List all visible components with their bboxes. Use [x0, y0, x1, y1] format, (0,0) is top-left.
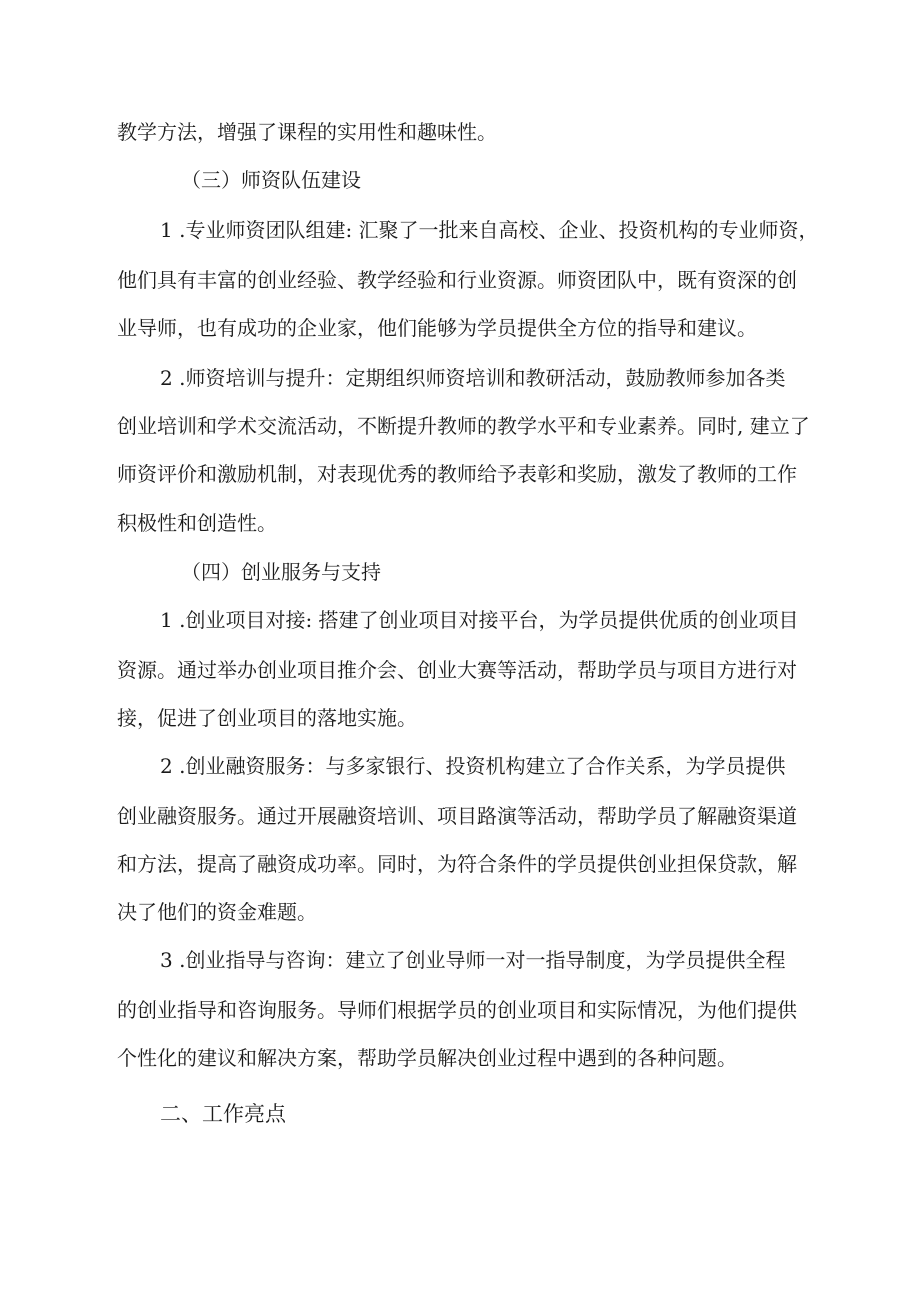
section-heading-four: （四）创业服务与支持 — [181, 560, 381, 584]
paragraph-line: 个性化的建议和解决方案，帮助学员解决创业过程中遇到的各种问题。 — [117, 1046, 737, 1070]
section-heading-three: （三）师资队伍建设 — [181, 168, 361, 192]
paragraph-line: 接，促进了创业项目的落地实施。 — [117, 706, 417, 730]
paragraph-line: 2 .创业融资服务：与多家银行、投资机构建立了合作关系，为学员提供 — [160, 754, 786, 778]
paragraph-line: 教学方法，增强了课程的实用性和趣味性。 — [117, 120, 497, 144]
paragraph-line: 决了他们的资金难题。 — [117, 900, 317, 924]
paragraph-line: 和方法，提高了融资成功率。同时，为符合条件的学员提供创业担保贷款，解 — [117, 852, 797, 876]
paragraph-line: 1 .创业项目对接: 搭建了创业项目对接平台，为学员提供优质的创业项目 — [160, 608, 799, 632]
paragraph-line: 积极性和创造性。 — [117, 511, 277, 535]
paragraph-line: 业导师，也有成功的企业家，他们能够为学员提供全方位的指导和建议。 — [117, 316, 757, 340]
paragraph-line: 创业融资服务。通过开展融资培训、项目路演等活动，帮助学员了解融资渠道 — [117, 804, 797, 828]
paragraph-line: 师资评价和激励机制，对表现优秀的教师给予表彰和奖励，激发了教师的工作 — [117, 462, 797, 486]
paragraph-line: 的创业指导和咨询服务。导师们根据学员的创业项目和实际情况，为他们提供 — [117, 998, 797, 1022]
paragraph-line: 1 .专业师资团队组建: 汇聚了一批来自高校、企业、投资机构的专业师资， — [160, 218, 819, 242]
paragraph-line: 3 .创业指导与咨询：建立了创业导师一对一指导制度，为学员提供全程 — [160, 948, 786, 972]
paragraph-line: 创业培训和学术交流活动，不断提升教师的教学水平和专业素养。同时, 建立了 — [117, 414, 810, 438]
paragraph-line: 2 .师资培训与提升：定期组织师资培训和教研活动，鼓励教师参加各类 — [160, 366, 786, 390]
paragraph-line: 他们具有丰富的创业经验、教学经验和行业资源。师资团队中，既有资深的创 — [117, 268, 797, 292]
chapter-heading-two: 二、工作亮点 — [160, 1102, 286, 1126]
paragraph-line: 资源。通过举办创业项目推介会、创业大赛等活动，帮助学员与项目方进行对 — [117, 658, 797, 682]
